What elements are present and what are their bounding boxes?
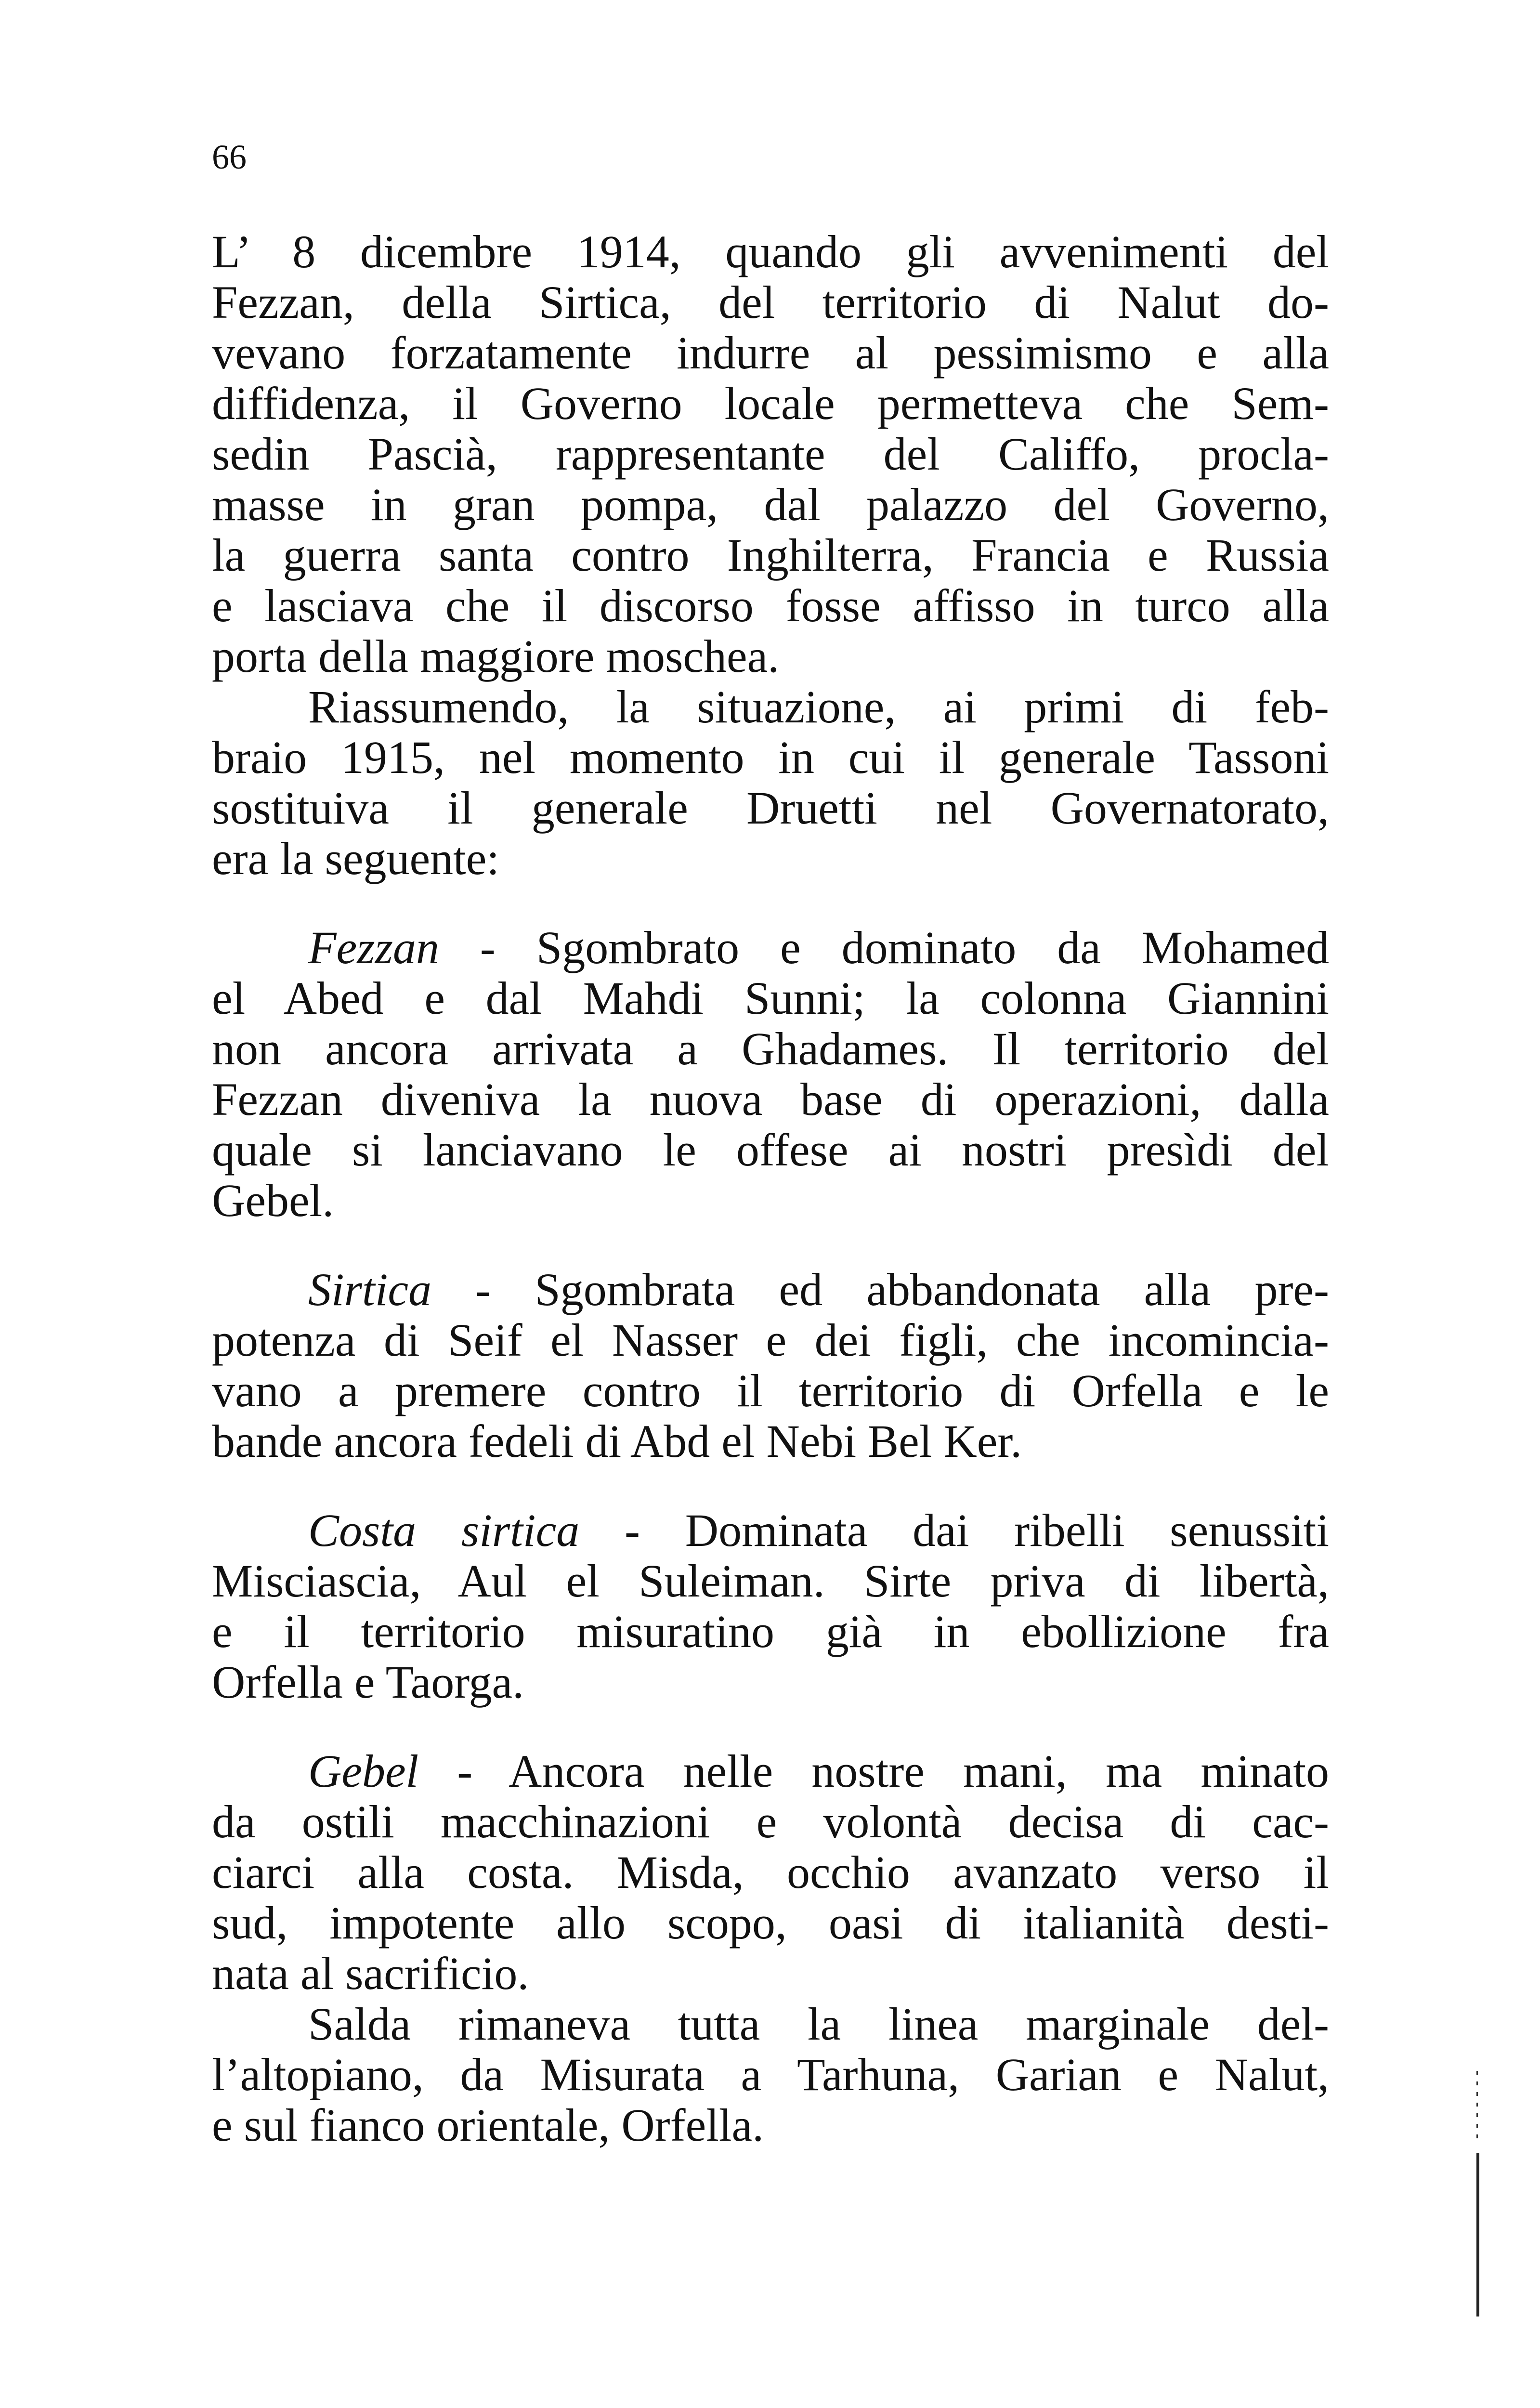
text-line-content: - Dominata dai ribelli senussiti: [579, 1505, 1330, 1556]
text-line: e lasciava che il discorso fosse affisso in turco alla: [212, 580, 1329, 631]
text-line: Orfella e Taorga.: [212, 1656, 524, 1708]
text-line: da ostili macchinazioni e volontà decisa di cac-: [212, 1796, 1329, 1847]
text-line: [212, 1746, 1329, 1796]
text-line: ciarci alla costa. Misda, occhio avanzato verso il: [212, 1846, 1329, 1898]
text-line: sud, impotente allo scopo, oasi di italianità desti-: [212, 1897, 1329, 1949]
text-line: bande ancora fedeli di Abd el Nebi Bel Ker.: [212, 1415, 1022, 1467]
text-line: Misciascia, Aul el Suleiman. Sirte priva di libertà,: [212, 1555, 1329, 1607]
text-line: vevano forzatamente indurre al pessimismo e alla: [212, 327, 1329, 379]
text-line: nata al sacrificio.: [212, 1948, 529, 1999]
text-line: el Abed e dal Mahdi Sunni; la colonna Giannini: [212, 972, 1329, 1024]
text-line: braio 1915, nel momento in cui il generale Tassoni: [212, 732, 1329, 783]
text-line: quale si lanciavano le offese ai nostri presìdi del: [212, 1124, 1329, 1176]
text-line: era la seguente:: [212, 833, 499, 884]
text-line: sedin Pascià, rappresentante del Califfo, procla-: [212, 428, 1329, 480]
text-line-content: - Ancora nelle nostre mani, ma minato: [418, 1745, 1329, 1797]
text-line: Gebel.: [212, 1175, 334, 1226]
margin-rule: [1476, 2153, 1479, 2316]
text-line: porta della maggiore moschea.: [212, 630, 780, 682]
margin-mark: [1476, 2071, 1478, 2138]
text-line: masse in gran pompa, dal palazzo del Governo,: [212, 479, 1329, 530]
text-line: Salda rimaneva tutta la linea marginale del-: [308, 1998, 1329, 2050]
text-line-content: - Sgombrato e dominato da Mohamed: [439, 922, 1329, 973]
text-line: Fezzan diveniva la nuova base di operazioni, dalla: [212, 1073, 1329, 1125]
text-line: e il territorio misuratino già in ebollizione fra: [212, 1606, 1329, 1657]
text-line: e sul fianco orientale, Orfella.: [212, 2099, 764, 2151]
page-number: 66: [212, 138, 247, 176]
paragraph-gap: [212, 1707, 1329, 1746]
section-label-fezzan: Fezzan: [308, 922, 439, 973]
text-line: [212, 922, 1329, 973]
text-line: sostituiva il generale Druetti nel Governatorato,: [212, 782, 1329, 834]
text-line: [212, 1264, 1329, 1315]
text-line: non ancora arrivata a Ghadames. Il territorio del: [212, 1023, 1329, 1074]
section-label-costa-sirtica: Costa sirtica: [308, 1505, 580, 1556]
paragraph-gap: [212, 884, 1329, 922]
text-line: diffidenza, il Governo locale permetteva che Sem-: [212, 378, 1329, 429]
paragraph-gap: [212, 1466, 1329, 1505]
section-label-sirtica: Sirtica: [308, 1264, 431, 1315]
text-line: [212, 1505, 1329, 1556]
text-line: vano a premere contro il territorio di Orfella e le: [212, 1365, 1329, 1416]
text-line: Riassumendo, la situazione, ai primi di feb-: [308, 681, 1329, 733]
text-line: l’altopiano, da Misurata a Tarhuna, Garian e Nalut,: [212, 2049, 1329, 2100]
text-line: L’ 8 dicembre 1914, quando gli avvenimenti del: [212, 226, 1329, 277]
body-text: [212, 226, 1329, 2150]
text-line-content: - Sgombrata ed abbandonata alla pre-: [431, 1264, 1329, 1315]
text-line: la guerra santa contro Inghilterra, Francia e Russia: [212, 529, 1329, 581]
text-line: Fezzan, della Sirtica, del territorio di Nalut do-: [212, 276, 1329, 328]
paragraph-gap: [212, 1226, 1329, 1264]
section-label-gebel: Gebel: [308, 1745, 419, 1797]
text-line: potenza di Seif el Nasser e dei figli, che incomincia-: [212, 1314, 1329, 1366]
